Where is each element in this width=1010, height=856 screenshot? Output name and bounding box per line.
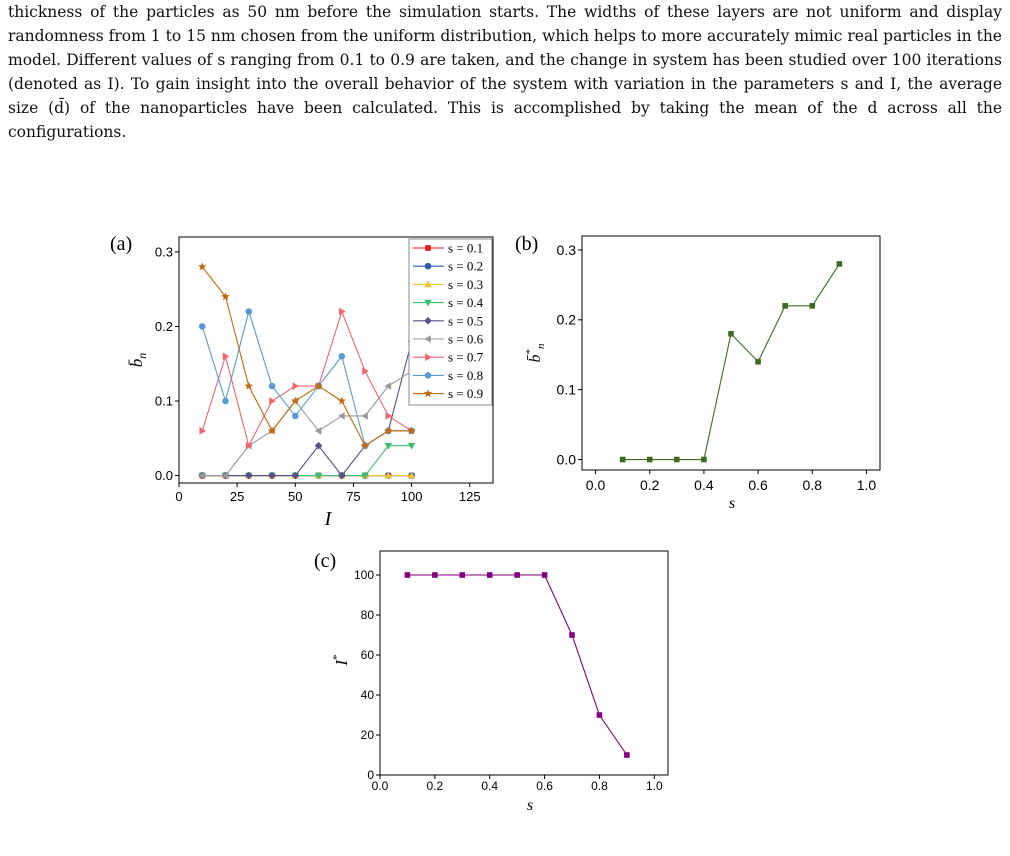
- data-point: [432, 572, 438, 578]
- data-point: [487, 572, 493, 578]
- panel-a-series: [198, 263, 416, 480]
- x-tick-label: 100: [400, 489, 423, 504]
- panel-b-label: (b): [515, 233, 539, 255]
- x-tick-label: 0.8: [591, 779, 608, 793]
- x-tick-label: 125: [458, 489, 481, 504]
- data-point: [514, 572, 520, 578]
- data-point: [339, 353, 346, 360]
- x-tick-label: 1.0: [645, 779, 663, 793]
- y-tick-label: 0.1: [154, 393, 173, 409]
- legend-entry: s = 0.6: [448, 331, 484, 347]
- panel-b-xlabel: s: [728, 495, 736, 512]
- panel-a-xlabel: I: [324, 508, 332, 530]
- data-point: [782, 303, 788, 309]
- panel-b: [515, 233, 880, 512]
- data-point: [647, 457, 653, 463]
- y-tick-label: 0.2: [154, 319, 173, 335]
- data-point: [755, 359, 761, 365]
- panel-a: [110, 233, 493, 530]
- y-tick-label: 0.0: [556, 451, 576, 468]
- data-point: [269, 397, 276, 405]
- data-point: [315, 427, 322, 435]
- legend-marker: [425, 372, 432, 379]
- legend-entry: s = 0.7: [448, 349, 484, 365]
- panel-c-label: (c): [314, 550, 337, 572]
- x-tick-label: 0.4: [694, 477, 714, 493]
- x-tick-label: 50: [288, 489, 303, 504]
- y-tick-label: 0.1: [556, 381, 576, 398]
- x-tick-label: 0.2: [639, 477, 660, 493]
- x-tick-label: 0.0: [371, 779, 389, 793]
- legend-entry: s = 0.9: [448, 386, 484, 402]
- y-tick-label: 0.0: [154, 468, 173, 484]
- x-tick-label: 25: [229, 489, 245, 504]
- panel-c-xlabel: s: [526, 797, 534, 814]
- y-tick-label: 20: [360, 728, 374, 743]
- data-point: [338, 397, 346, 405]
- series-line-0: [623, 264, 840, 460]
- data-point: [674, 457, 680, 463]
- panel-b-ticks: [557, 242, 877, 493]
- panel-b-series: [620, 261, 842, 462]
- legend-entry: s = 0.8: [448, 367, 484, 383]
- series-line-8: [202, 267, 411, 446]
- series-line-6: [202, 312, 411, 446]
- y-tick-label: 40: [360, 688, 374, 703]
- data-point: [291, 397, 299, 405]
- data-point: [199, 323, 206, 330]
- x-tick-label: 0.8: [802, 477, 823, 493]
- data-point: [809, 303, 815, 309]
- data-point: [338, 412, 345, 420]
- data-point: [362, 367, 369, 375]
- panel-c-ylabel: I*: [331, 654, 351, 666]
- data-point: [597, 712, 603, 718]
- panel-c: [314, 550, 668, 814]
- data-point: [245, 308, 252, 315]
- data-point: [405, 572, 411, 578]
- panel-a-legend: [409, 239, 492, 405]
- panel-c-frame: [380, 551, 668, 775]
- x-tick-label: 0.4: [481, 779, 499, 793]
- series-line-0: [407, 575, 626, 755]
- data-point: [269, 383, 276, 390]
- panel-c-series: [405, 572, 630, 758]
- data-point: [728, 331, 734, 337]
- legend-marker: [425, 263, 432, 270]
- data-point: [246, 442, 253, 450]
- data-point: [292, 413, 299, 420]
- legend-entry: s = 0.1: [448, 240, 484, 256]
- y-tick-label: 80: [360, 608, 374, 623]
- series-line-7: [202, 312, 411, 446]
- data-point: [624, 752, 630, 758]
- legend-entry: s = 0.5: [448, 313, 484, 329]
- data-point: [459, 572, 465, 578]
- y-tick-label: 60: [360, 648, 374, 663]
- data-point: [222, 398, 229, 405]
- panel-c-ticks: [354, 568, 663, 793]
- data-point: [361, 412, 368, 420]
- x-tick-label: 1.0: [856, 477, 877, 493]
- y-tick-label: 0.2: [556, 311, 576, 328]
- data-point: [245, 382, 253, 390]
- data-point: [542, 572, 548, 578]
- x-tick-label: 0: [175, 489, 183, 504]
- data-point: [292, 382, 299, 390]
- x-tick-label: 0.6: [536, 779, 553, 793]
- data-point: [620, 457, 626, 463]
- data-point: [198, 263, 206, 271]
- data-point: [385, 382, 392, 390]
- panel-b-ylabel: $b̄^*_n$: [524, 343, 547, 363]
- x-tick-label: 0.0: [585, 477, 606, 493]
- panel-a-label: (a): [110, 233, 133, 255]
- legend-entry: s = 0.2: [448, 258, 484, 274]
- x-tick-label: 0.6: [748, 477, 768, 493]
- y-tick-label: 0.3: [556, 241, 576, 258]
- legend-marker: [425, 245, 431, 251]
- data-point: [837, 261, 843, 267]
- paragraph-text: thickness of the particles as 50 nm before the simulation starts. The widths of these layers are not uniform and display randomness from 1 to 15 nm chosen from the uniform distribution, which helps to more accurately mimic real particles in the model. Different values of s ranging from 0.1 to 0.9 are taken, and the change in system has been studied over 100 iterations (denoted as I). To gain insight into the overall behavior of the system with variation in the parameters s and I, the average size (d̄) of the nanoparticles have been calculated. This is accomplished by taking the mean of the d across all the configurations.: [8, 3, 1002, 141]
- legend-entry: s = 0.4: [448, 295, 484, 311]
- y-tick-label: 0.3: [154, 244, 173, 260]
- panel-a-ylabel: $b̄_n$: [127, 352, 149, 368]
- y-tick-label: 100: [353, 568, 374, 583]
- legend-entry: s = 0.3: [448, 276, 484, 292]
- x-tick-label: 0.2: [426, 779, 444, 793]
- data-point: [569, 632, 575, 638]
- data-point: [701, 457, 707, 463]
- y-tick-label: 0: [367, 768, 374, 783]
- x-tick-label: 75: [346, 489, 361, 504]
